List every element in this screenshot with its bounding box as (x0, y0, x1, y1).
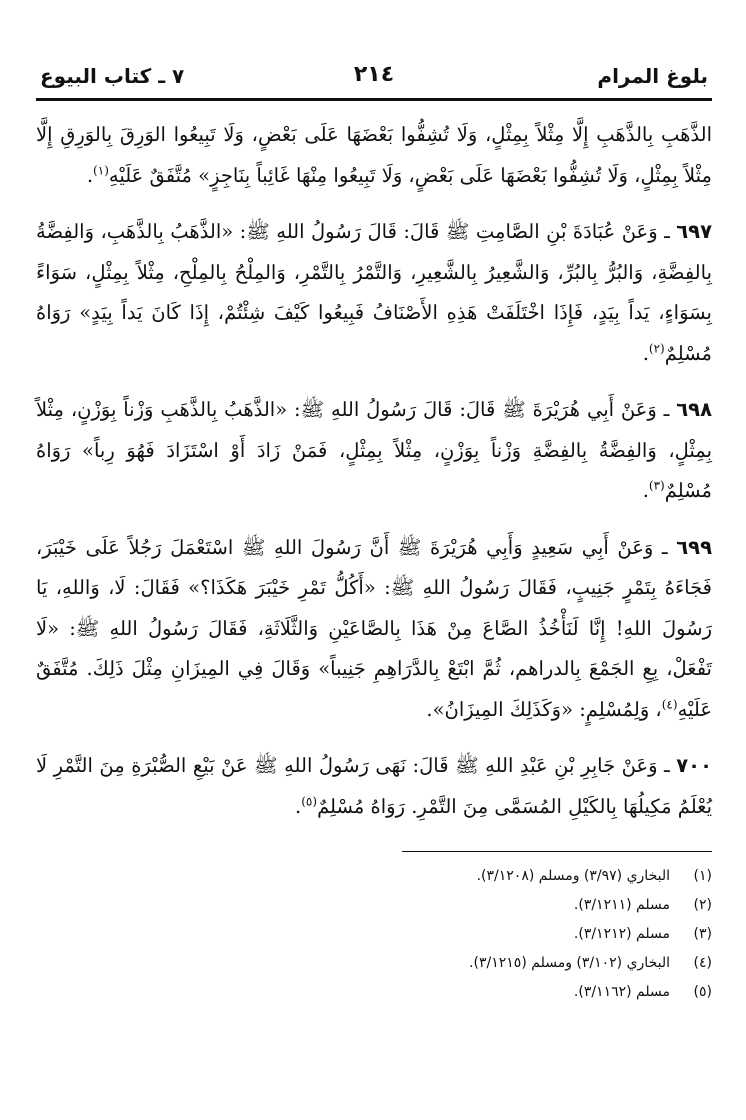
footnote-ref: (٢) (648, 341, 665, 355)
footnotes (36, 862, 712, 1007)
hadith-699 (36, 528, 712, 731)
hadith-number: ٦٩٩ (676, 535, 712, 559)
hadith-number: ٧٠٠ (676, 754, 712, 777)
main-text (36, 115, 712, 827)
hadith-698 (36, 390, 712, 512)
paragraph-text: الذَّهَبِ بِالذَّهَبِ إِلَّا مِثْلاً بِمِثْلٍ، وَلَا تُشِفُّوا بَعْضَهَا عَلَى بَعْضٍ، وَلَا تَبِيعُوا الوَرِقَ بِالوَرِقِ إِلَّا مِثْلاً بِمِثْلٍ، وَلَا تُشِفُّوا بَعْضَهَا عَلَى بَعْضٍ، وَلَا تَبِيعُوا مِنْهَا غَائِباً بِنَاجِزٍ» مُتَّفَقٌ عَلَيْهِ (36, 123, 712, 187)
footnote-ref: (٣) (648, 478, 665, 493)
book-title: بلوغ المرام (597, 64, 708, 88)
paragraph-end: . (86, 163, 94, 187)
footnote-number: (٣) (693, 926, 712, 942)
footnote (36, 862, 712, 891)
hadith-number: ٦٩٧ (676, 220, 712, 243)
footnote-text: مسلم (٣/١٢١١). (573, 897, 670, 913)
book-page (36, 58, 712, 1098)
chapter-title: ٧ ـ كتاب البيوع (40, 64, 185, 88)
paragraph-continuation (36, 115, 712, 196)
paragraph-text: ـ وَعَنْ أَبِي هُرَيْرَةَ ﷺ قَالَ: قَالَ رَسُولُ اللهِ ﷺ: «الذَّهَبُ بِالذَّهَبِ وَزْناً بِوَزْنٍ، مِثْلاً بِمِثْلٍ، وَالفِضَّةُ بِالفِضَّةِ وَزْناً بِوَزْنٍ، مِثْلاً بِمِثْلٍ، فَمَنْ زَادَ أَوْ اسْتَزَادَ فَهُوَ رِباً» رَوَاهُ مُسْلِمٌ (36, 398, 712, 502)
footnote-ref: (١) (93, 163, 109, 177)
hadith-number: ٦٩٨ (676, 398, 712, 421)
hadith-697 (36, 212, 712, 374)
footnote-number: (٥) (693, 984, 712, 1000)
footnote-text: البخاري (٣/٩٧) ومسلم (٣/١٢٠٨). (476, 868, 670, 884)
paragraph-text: ـ وَعَنْ أَبِي سَعِيدٍ وَأَبِي هُرَيْرَةَ ﷺ أَنَّ رَسُولَ اللهِ ﷺ اسْتَعْمَلَ رَجُلاً عَلَى خَيْبَرَ، فَجَاءَهُ بِتَمْرٍ جَنِيبٍ، فَقَالَ رَسُولُ اللهِ ﷺ: «أَكُلُّ تَمْرِ خَيْبَرَ هَكَذَا؟» فَقَالَ: لَا، وَاللهِ، يَا رَسُولَ اللهِ! إِنَّا لَنَأْخُذُ الصَّاعَ مِنْ هَذَا بِالصَّاعَيْنِ وَالثَّلَاثَةِ، فَقَالَ رَسُولُ اللهِ ﷺ: «لَا تَفْعَلْ، بِعِ الجَمْعَ بِالدراهم، ثُمَّ ابْتَعْ بِالدَّرَاهِمِ جَنِيباً» وَقَالَ فِي المِيزَانِ مِثْلَ ذَلِكَ. مُتَّفَقٌ عَلَيْهِ (36, 535, 712, 721)
footnote-number: (٤) (693, 955, 712, 971)
header-rule (36, 98, 712, 101)
footnote (36, 920, 712, 949)
footnote-ref: (٤) (661, 697, 678, 711)
footnote-ref: (٥) (301, 794, 318, 808)
footnote (36, 978, 712, 1007)
footnote-text: مسلم (٣/١١٦٢). (573, 984, 670, 1000)
page-number: ٢١٤ (353, 62, 395, 87)
paragraph-end: ، وَلِمُسْلِمٍ: «وَكَذَلِكَ المِيزَانُ». (426, 697, 662, 721)
paragraph-text: ـ وَعَنْ جَابِرِ بْنِ عَبْدِ اللهِ ﷺ قَالَ: نَهَى رَسُولُ اللهِ ﷺ عَنْ بَيْعِ الصُّبْرَةِ مِنَ التَّمْرِ لَا يُعْلَمُ مَكِيلُهَا بِالكَيْلِ المُسَمَّى مِنَ التَّمْرِ. رَوَاهُ مُسْلِمٌ (36, 754, 712, 818)
footnote-divider (402, 851, 712, 852)
footnote (36, 949, 712, 978)
hadith-700 (36, 746, 712, 827)
footnote-text: البخاري (٣/١٠٢) ومسلم (٣/١٢١٥). (469, 955, 670, 971)
footnote-text: مسلم (٣/١٢١٢). (573, 926, 670, 942)
page-header (36, 58, 712, 98)
paragraph-end: . (295, 794, 302, 818)
paragraph-end: . (642, 341, 649, 365)
paragraph-end: . (642, 479, 649, 502)
paragraph-text: ـ وَعَنْ عُبَادَةَ بْنِ الصَّامِتِ ﷺ قَالَ: قَالَ رَسُولُ اللهِ ﷺ: «الذَّهَبُ بِالذَّهَبِ، وَالفِضَّةُ بِالفِضَّةِ، وَالبُرُّ بِالبُرِّ، وَالشَّعِيرُ بِالشَّعِيرِ، وَالتَّمْرُ بِالتَّمْرِ، وَالمِلْحُ بِالمِلْحِ، مِثْلاً بِمِثْلٍ، سَوَاءً بِسَوَاءٍ، يَداً بِيَدٍ، فَإِذَا اخْتَلَفَتْ هَذِهِ الأَصْنَافُ فَبِيعُوا كَيْفَ شِئْتُمْ، إِذَا كَانَ يَداً بِيَدٍ» رَوَاهُ مُسْلِمٌ (36, 220, 712, 365)
footnote (36, 891, 712, 920)
footnote-number: (١) (693, 868, 712, 884)
footnote-number: (٢) (693, 897, 712, 913)
